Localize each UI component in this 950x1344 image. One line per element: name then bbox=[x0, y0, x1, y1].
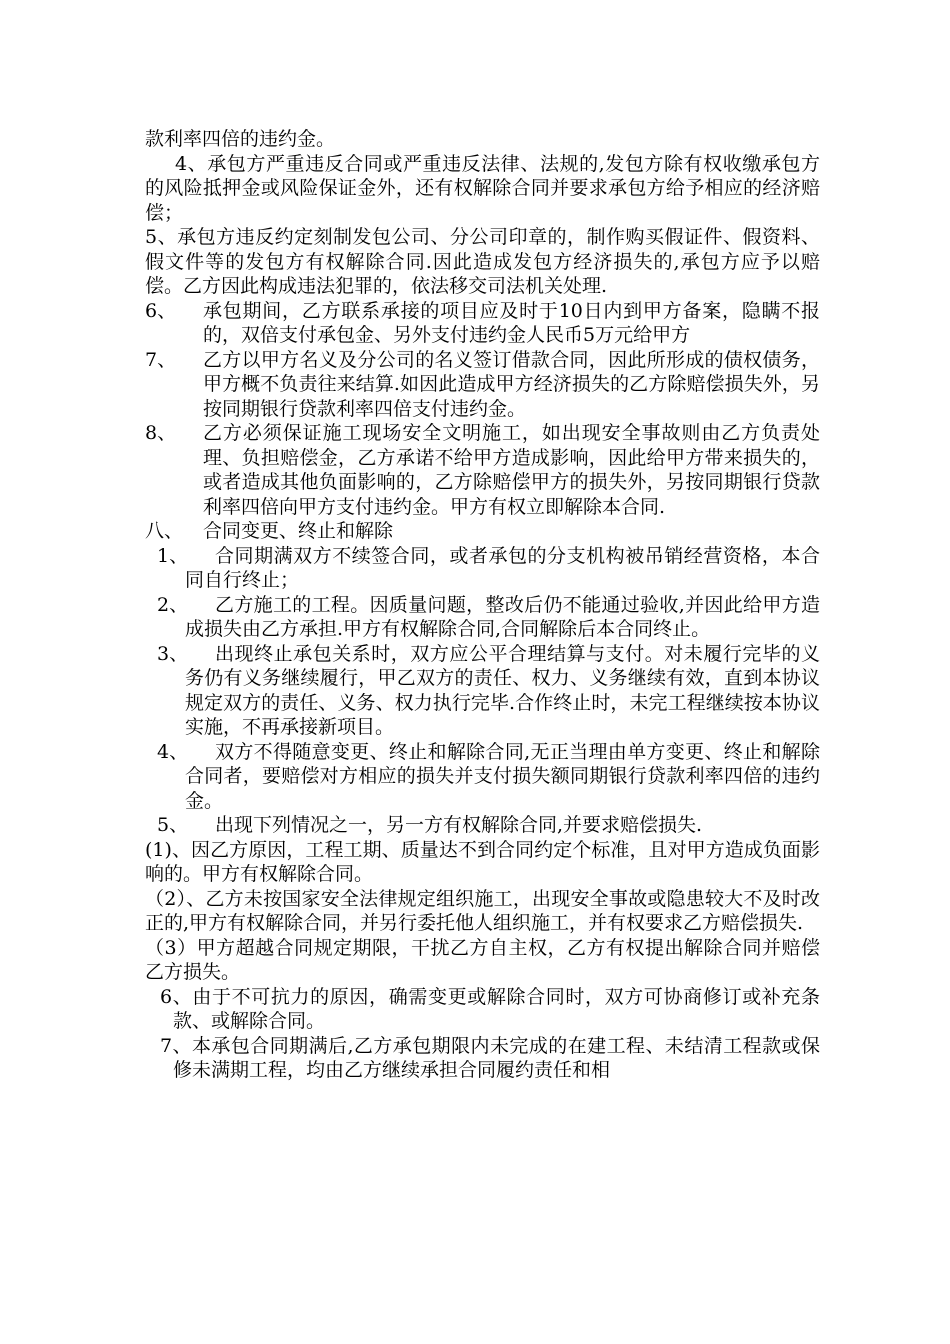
sub-clause: (1)、因乙方原因，工程工期、质量达不到合同约定个标准，且对甲方造成负面影响的。甲方有权解除合同。 bbox=[145, 838, 820, 885]
list-number: 1、 bbox=[157, 544, 189, 567]
section-heading bbox=[145, 519, 820, 544]
paragraph: 4、承包方严重违反合同或严重违反法律、法规的,发包方除有权收缴承包方的风险抵押金或风险保证金外，还有权解除合同并要求承包方给予相应的经济赔偿； bbox=[145, 152, 820, 224]
list-number: 2、 bbox=[157, 593, 189, 616]
list-text: 乙方以甲方名义及分公司的名义签订借款合同，因此所形成的债权债务，甲方概不负责往来结算.如因此造成甲方经济损失的乙方除赔偿损失外，另按同期银行贷款利率四倍支付违约金。 bbox=[203, 348, 820, 420]
list-text: 乙方施工的工程。因质量问题，整改后仍不能通过验收,并因此给甲方造成损失由乙方承担.甲方有权解除合同,合同解除后本合同终止。 bbox=[185, 593, 820, 640]
list-text: 出现下列情况之一，另一方有权解除合同,并要求赔偿损失. bbox=[215, 814, 703, 836]
list-number: 5、 bbox=[157, 814, 189, 836]
section-title: 合同变更、终止和解除 bbox=[203, 520, 394, 542]
list-number: 6、 bbox=[145, 299, 177, 322]
list-number: 3、 bbox=[157, 642, 189, 665]
list-text: 双方不得随意变更、终止和解除合同,无正当理由单方变更、终止和解除合同者，要赔偿对方相应的损失并支付损失额同期银行贷款利率四倍的违约金。 bbox=[185, 740, 820, 812]
list-item bbox=[145, 593, 820, 642]
list-text: 出现终止承包关系时，双方应公平合理结算与支付。对未履行完毕的义务仍有义务继续履行，甲乙双方的责任、权力、义务继续有效，直到本协议规定双方的责任、义务、权力执行完毕.合作终止时，未完工程继续按本协议实施，不再承接新项目。 bbox=[185, 642, 820, 738]
paragraph: 6、由于不可抗力的原因，确需变更或解除合同时，双方可协商修订或补充条款、或解除合同。 bbox=[160, 985, 820, 1032]
sub-clause: （3）甲方超越合同规定期限，干扰乙方自主权，乙方有权提出解除合同并赔偿乙方损失。 bbox=[145, 936, 820, 983]
paragraph: 款利率四倍的违约金。 bbox=[145, 128, 336, 150]
list-number: 8、 bbox=[145, 422, 177, 444]
list-item bbox=[145, 421, 820, 519]
list-text: 合同期满双方不续签合同，或者承包的分支机构被吊销经营资格，本合同自行终止； bbox=[185, 544, 820, 591]
paragraph: 7、本承包合同期满后,乙方承包期限内未完成的在建工程、未结清工程款或保修未满期工程，均由乙方继续承担合同履约责任和相 bbox=[160, 1034, 820, 1081]
list-item bbox=[145, 348, 820, 422]
list-number: 7、 bbox=[145, 348, 177, 371]
list-item bbox=[145, 299, 820, 348]
list-text: 乙方必须保证施工现场安全文明施工，如出现安全事故则由乙方负责处理、负担赔偿金，乙方承诺不给甲方造成影响，因此给甲方带来损失的，或者造成其他负面影响的，乙方除赔偿甲方的损失外，另按同期银行贷款利率四倍向甲方支付违约金。甲方有权立即解除本合同. bbox=[203, 422, 820, 518]
list-number: 4、 bbox=[157, 740, 189, 763]
list-item bbox=[145, 813, 820, 838]
section-number: 八、 bbox=[145, 520, 184, 542]
list-item bbox=[145, 544, 820, 593]
list-item bbox=[145, 642, 820, 740]
list-text: 承包期间，乙方联系承接的项目应及时于10日内到甲方备案，隐瞒不报的，双倍支付承包金、另外支付违约金人民币5万元给甲方 bbox=[203, 299, 820, 346]
document-body bbox=[145, 127, 820, 1083]
paragraph: 5、承包方违反约定刻制发包公司、分公司印章的，制作购买假证件、假资料、假文件等的发包方有权解除合同.因此造成发包方经济损失的,承包方应予以赔偿。乙方因此构成违法犯罪的，依法移交司法机关处理. bbox=[145, 226, 820, 297]
sub-clause: （2）、乙方未按国家安全法律规定组织施工，出现安全事故或隐患较大不及时改正的,甲方有权解除合同，并另行委托他人组织施工，并有权要求乙方赔偿损失. bbox=[145, 887, 820, 934]
list-item bbox=[145, 740, 820, 814]
